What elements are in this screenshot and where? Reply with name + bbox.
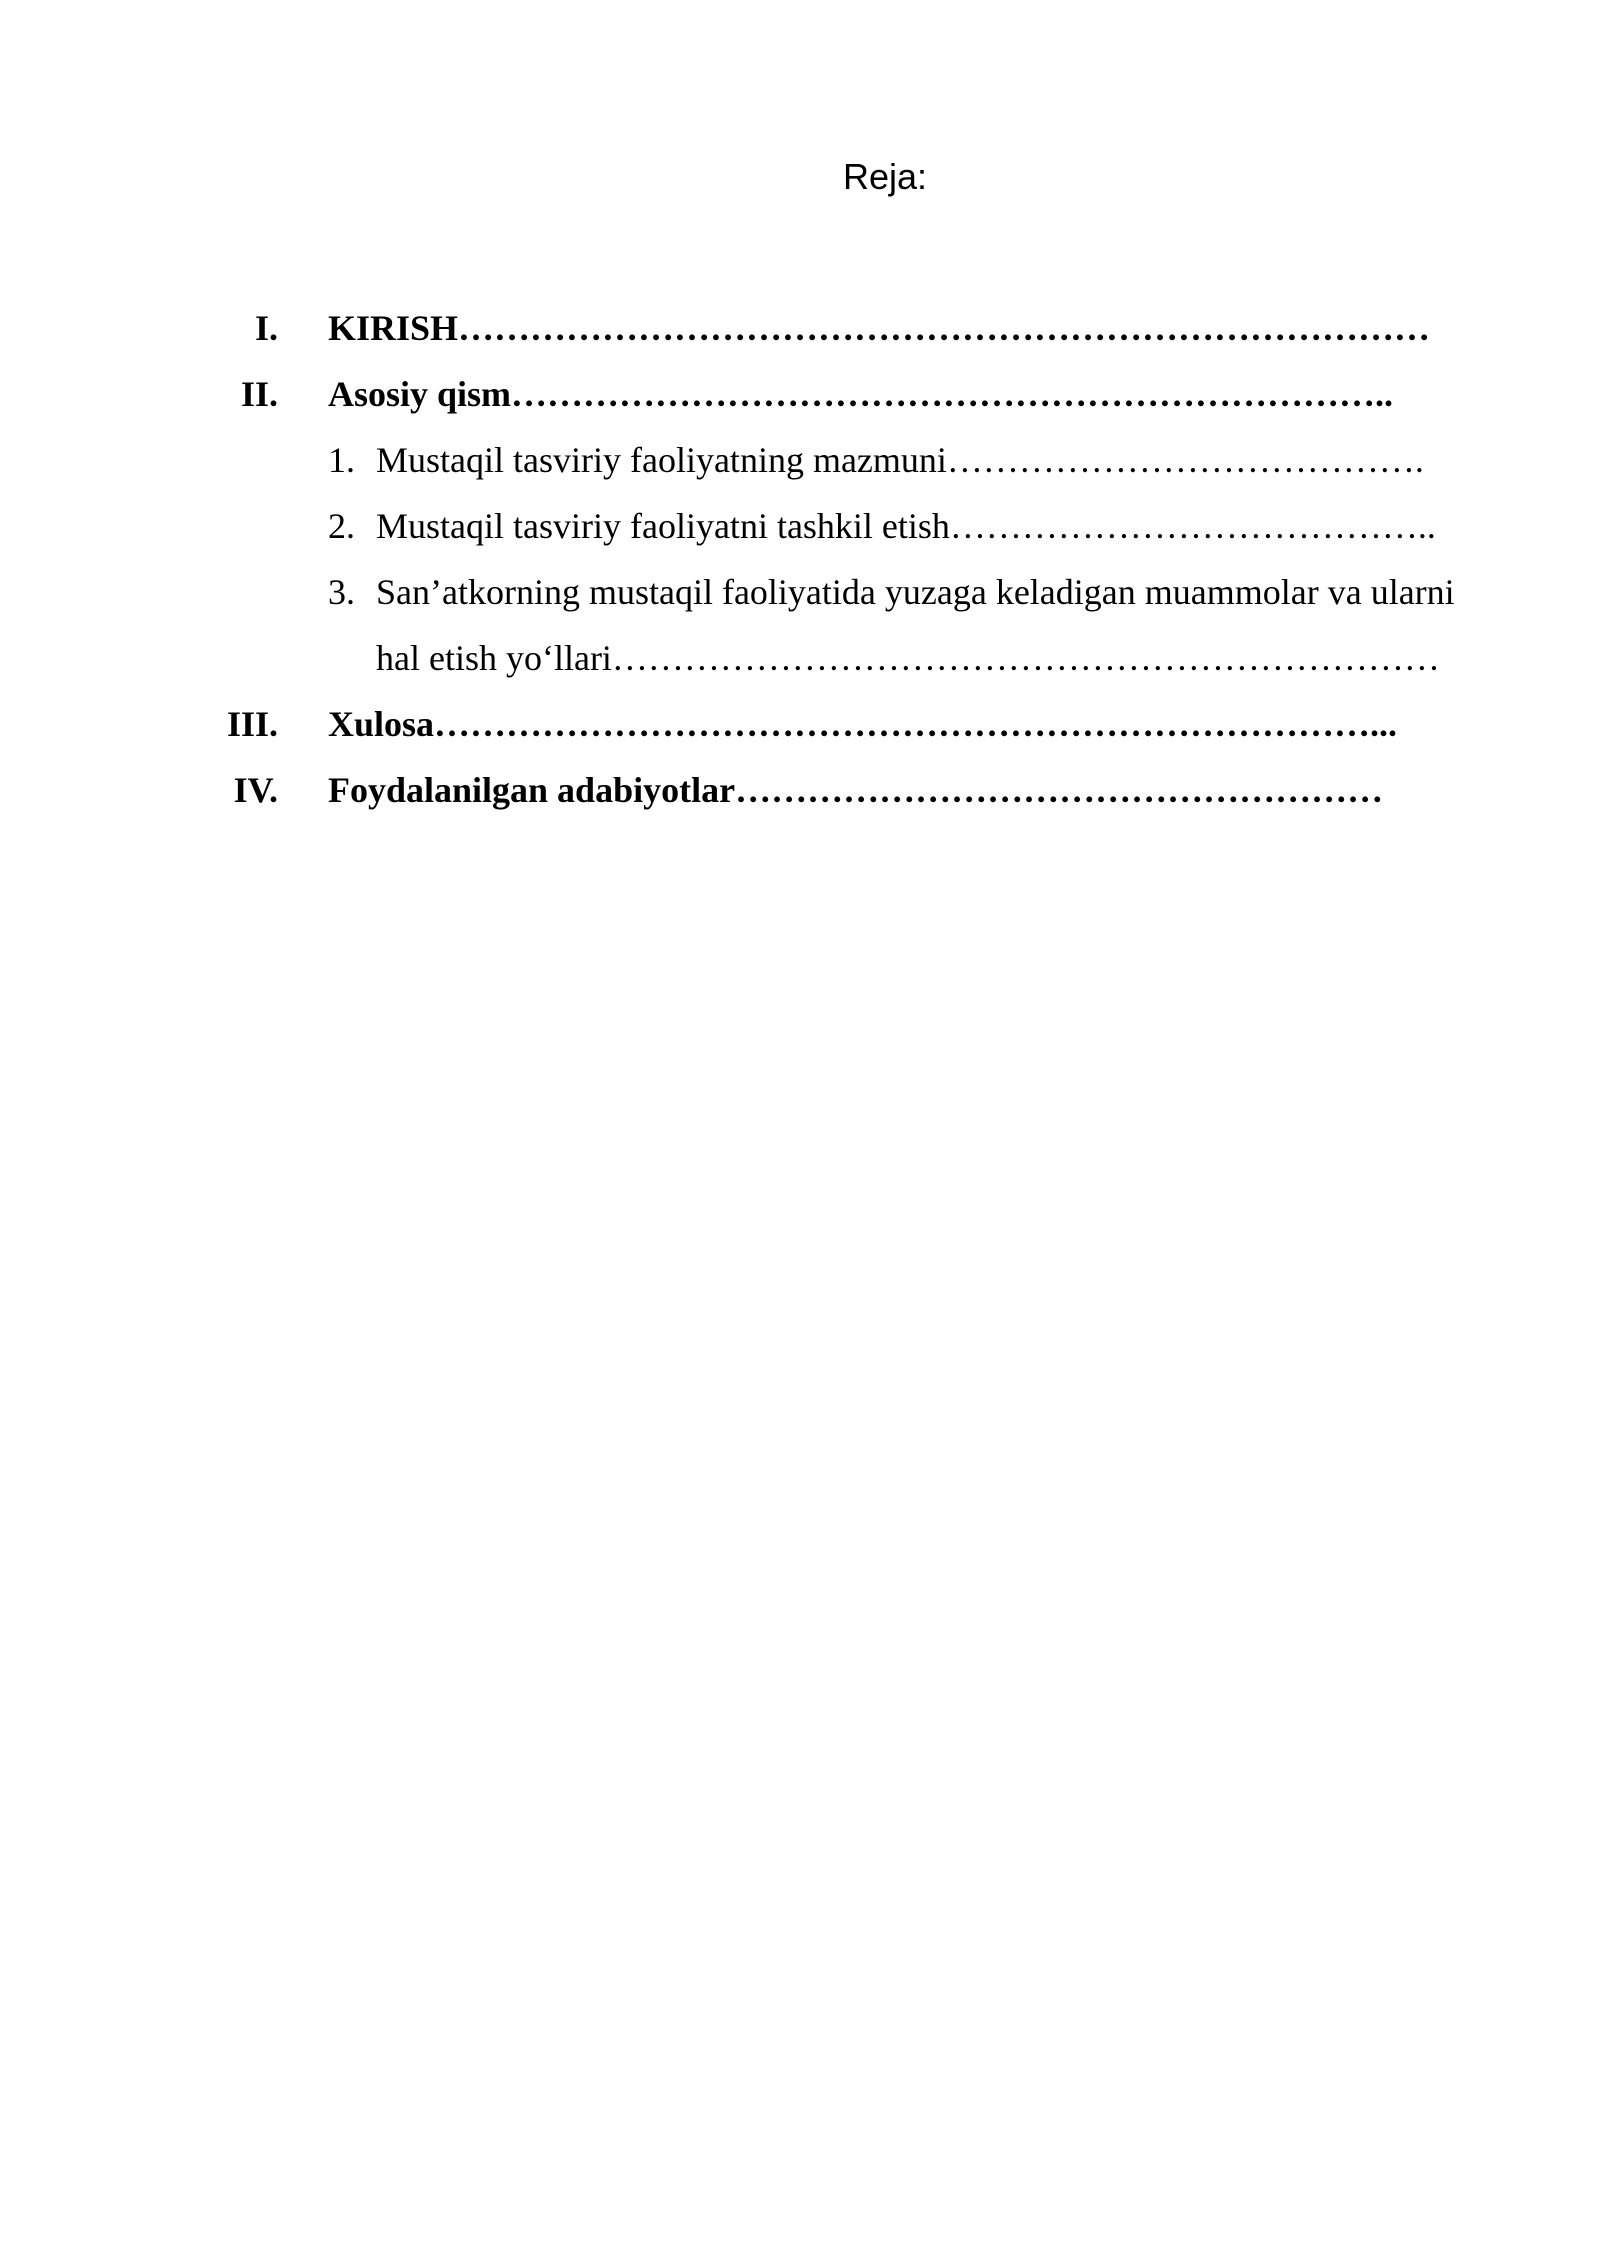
subsection-title: San’atkorning mustaqil faoliyatida yuzaga keladigan muammolar va ularni [376,572,1455,612]
page-title: Reja: [842,156,928,197]
toc-section-asosiy-qism [0,366,1600,422]
subsection-number: 1. [328,440,355,480]
toc-section-xulosa [0,696,1600,752]
subsection-number: 3. [328,572,355,612]
section-title: Asosiy qism……………………………………………………………….. [328,374,1394,414]
toc-section-kirish [0,300,1600,356]
subsection-title: Mustaqil tasviriy faoliyatni tashkil etish………………………………….. [376,506,1436,546]
toc-subsection-3 [0,564,1600,620]
section-title: Xulosa……………………………………………………………………... [328,704,1398,744]
toc-subsection-2 [0,498,1600,554]
subsection-number: 2. [328,506,355,546]
section-numeral: I. [254,308,278,348]
section-title: KIRISH……………………………………………………………………… [328,308,1431,348]
subsection-title: Mustaqil tasviriy faoliyatning mazmuni…………………………………. [376,440,1424,480]
section-title: Foydalanilgan adabiyotlar……………………………………………… [328,770,1384,810]
section-numeral: III. [226,704,278,744]
toc-subsection-3-continuation [0,630,1600,686]
toc-section-adabiyotlar [0,762,1600,818]
section-numeral: II. [240,374,278,414]
toc-subsection-1 [0,432,1600,488]
section-numeral: IV. [233,770,278,810]
subsection-title-continuation: hal etish yo‘llari…………………………………………………………… [376,638,1440,678]
